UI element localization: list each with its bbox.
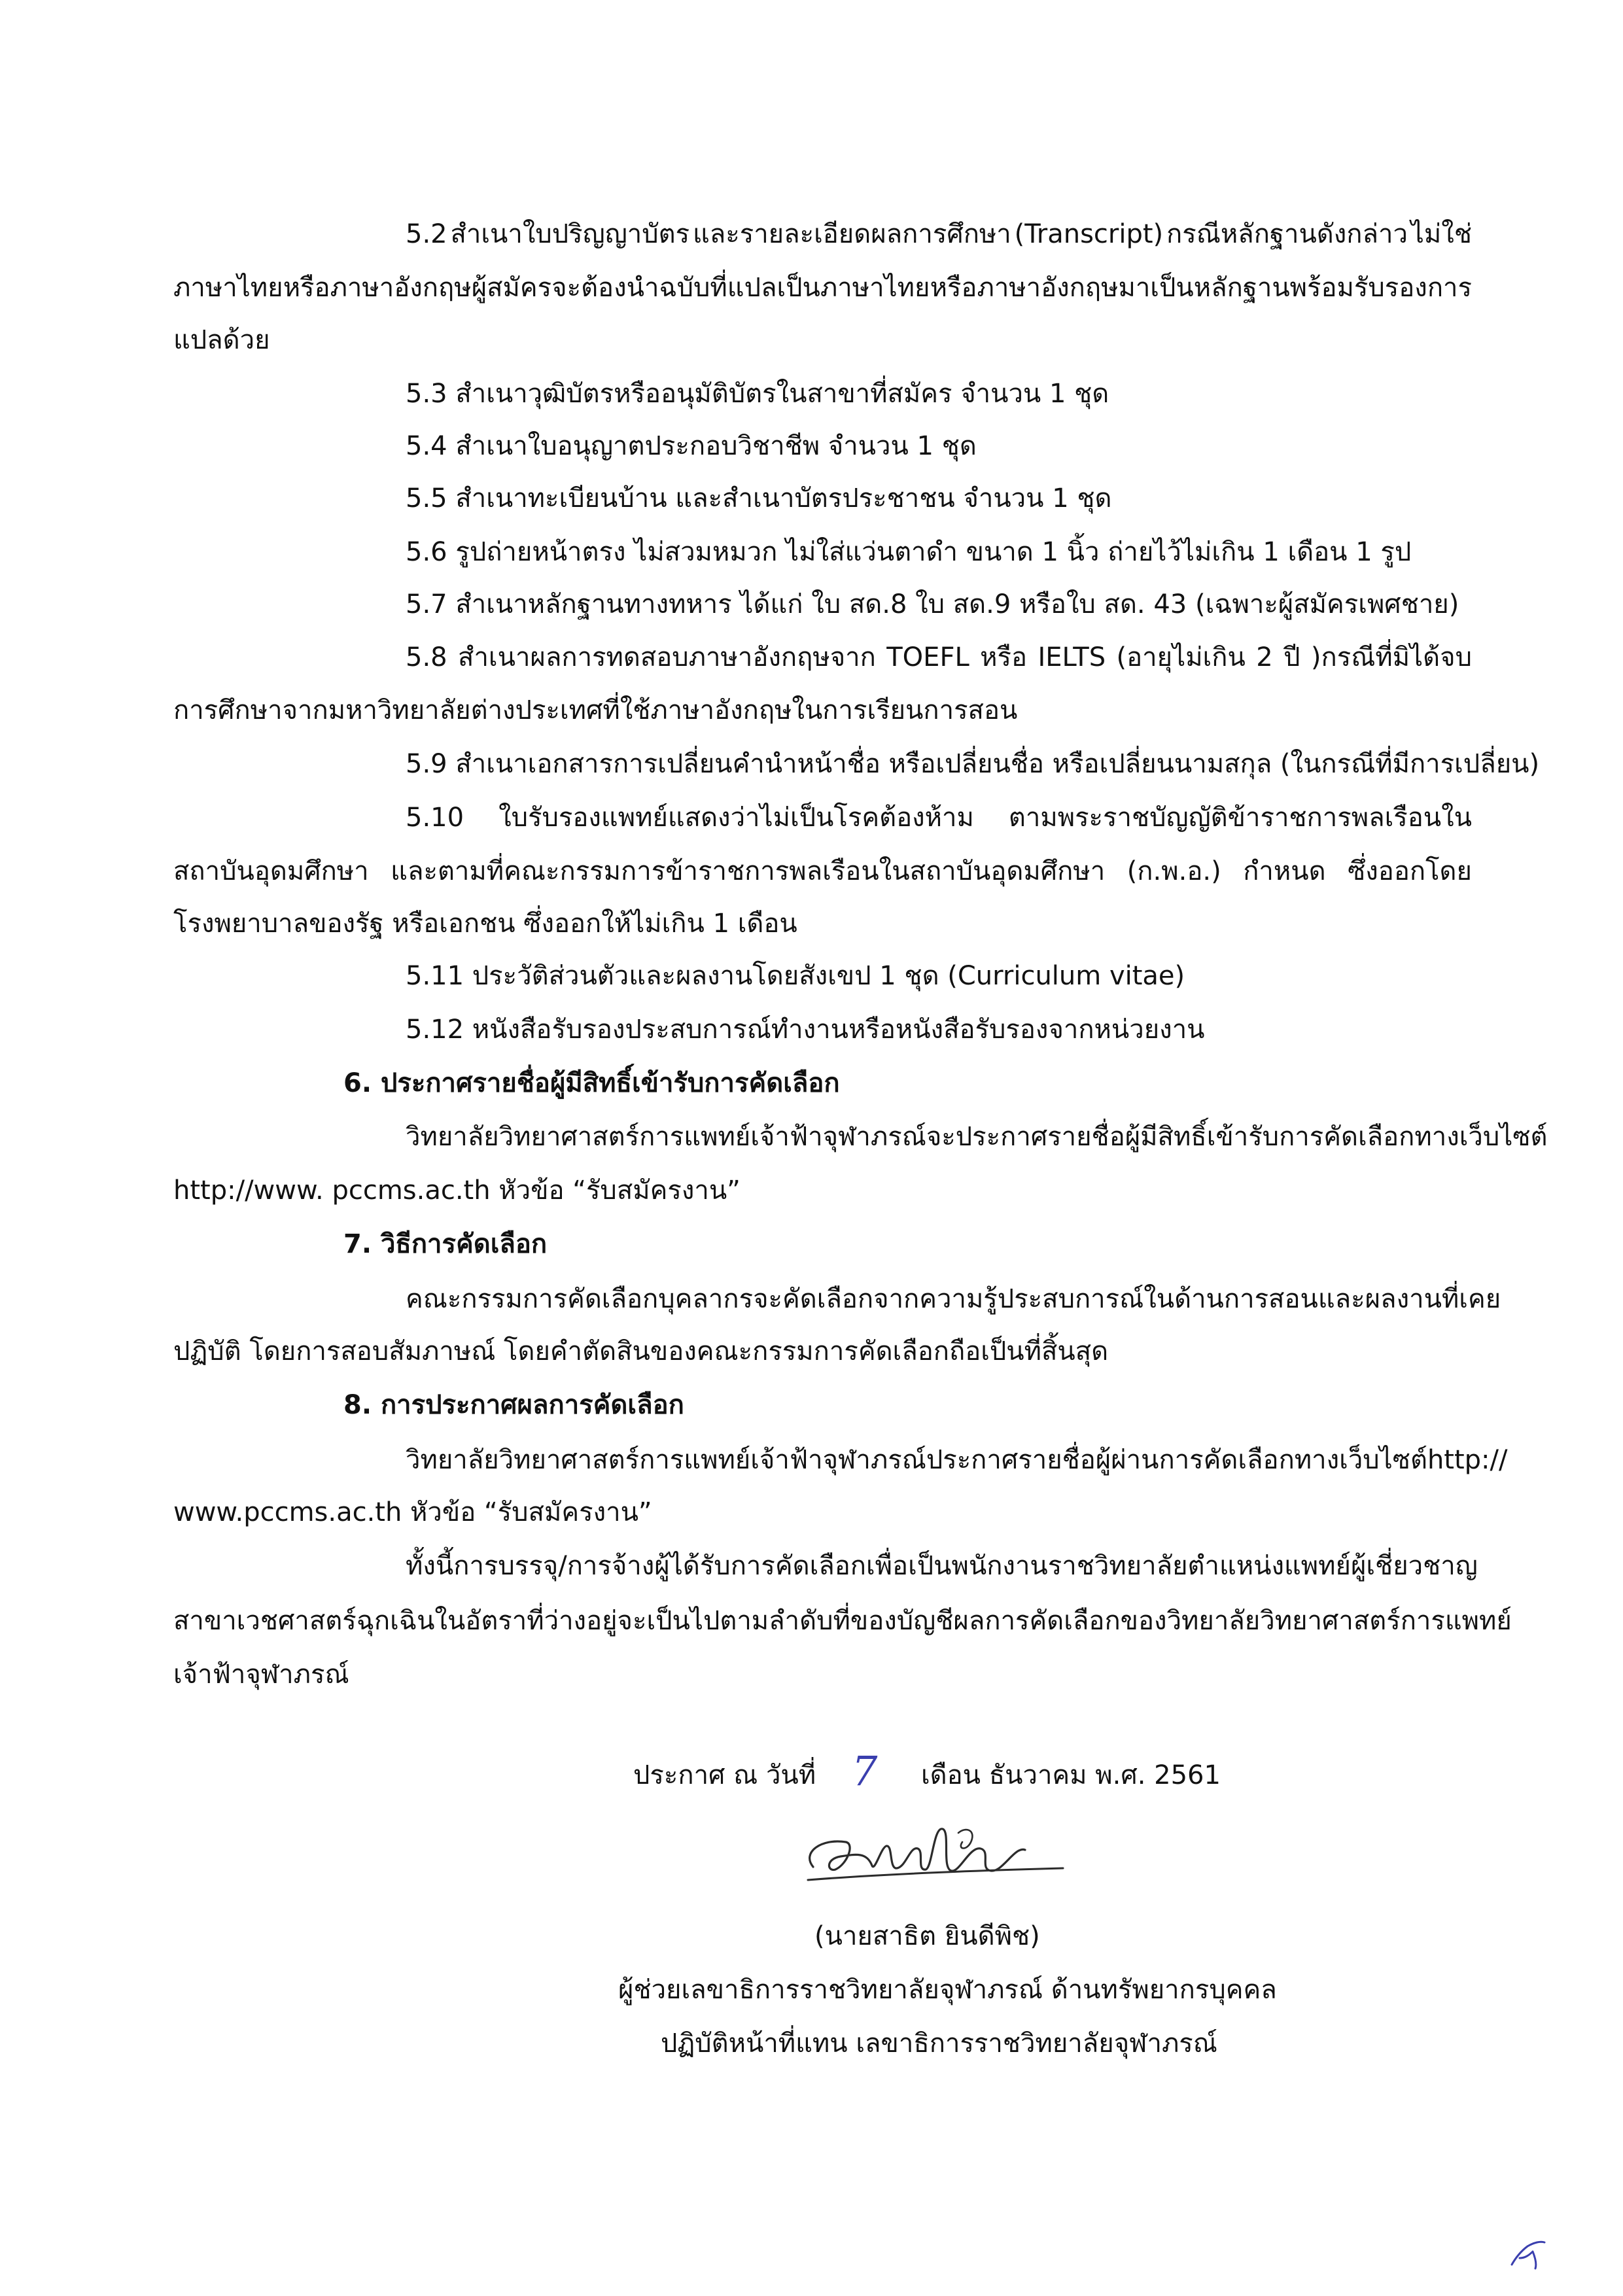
word: หรือ (980, 642, 1028, 672)
section-8-line-1 (406, 1440, 1508, 1480)
announcement-prefix: ประกาศ ณ วันที่ (633, 1760, 816, 1790)
word: ซึ่งออกโดย (1348, 856, 1472, 886)
section-7-line-1 (406, 1279, 1501, 1319)
closing-line-1 (406, 1546, 1478, 1586)
word: หรือภาษาอังกฤษมาเป็นหลักฐานพร้อมรับรองการ (930, 273, 1472, 303)
word: ภาษาไทย (173, 273, 283, 303)
word: กำหนด (1243, 856, 1326, 886)
section-7-heading: 7. วิธีการคัดเลือก (343, 1229, 548, 1259)
item-5-8-line-2: การศึกษาจากมหาวิทยาลัยต่างประเทศที่ใช้ภาษาอังกฤษในการเรียนการสอน (173, 695, 1018, 725)
word: ของบัญชีผลการคัดเลือกของวิทยาลัยวิทยาศาสตร์การแพทย์ (850, 1606, 1512, 1636)
item-5-12: 5.12 หนังสือรับรองประสบการณ์ทำงานหรือหนังสือรับรองจากหน่วยงาน (406, 1015, 1205, 1045)
signatory-title-2: ปฏิบัติหน้าที่แทน เลขาธิการราชวิทยาลัยจุฬาภรณ์ (661, 2028, 1217, 2059)
word: และรายละเอียดผลการศึกษา (692, 219, 1011, 249)
word: จะคัดเลือกจากความรู้ (753, 1284, 998, 1314)
item-5-2-line-1 (406, 215, 1472, 254)
section-8-heading: 8. การประกาศผลการคัดเลือก (343, 1390, 684, 1420)
item-5-5: 5.5 สำเนาทะเบียนบ้าน และสำเนาบัตรประชาชน จำนวน 1 ชุด (406, 483, 1112, 513)
word: สาขาเวชศาสตร์ฉุกเฉิน (173, 1606, 435, 1636)
word: หรือภาษาอังกฤษ (283, 273, 472, 303)
handwritten-initial-mark (1508, 2236, 1547, 2272)
word: วิทยาลัยวิทยาศาสตร์การแพทย์เจ้าฟ้าจุฬาภรณ์ (406, 1122, 926, 1152)
section-6-heading: 6. ประกาศรายชื่อผู้มีสิทธิ์เข้ารับการคัดเลือก (343, 1068, 840, 1098)
word: คณะกรรมการคัดเลือกบุคลากร (406, 1284, 754, 1314)
item-5-2-line-3: แปลด้วย (173, 325, 270, 355)
word: วิทยาลัยวิทยาศาสตร์การแพทย์เจ้าฟ้าจุฬาภรณ์ (406, 1445, 926, 1475)
word: สถาบันอุดมศึกษา (173, 856, 369, 886)
signatory-title-1: ผู้ช่วยเลขาธิการราชวิทยาลัยจุฬาภรณ์ ด้านทรัพยากรบุคคล (618, 1975, 1277, 2005)
word: และตามที่คณะกรรมการข้าราชการพลเรือนในสถาบันอุดมศึกษา (391, 856, 1106, 886)
item-5-3: 5.3 สำเนาวุฒิบัตรหรืออนุมัติบัตรในสาขาที่สมัคร จำนวน 1 ชุด (406, 379, 1109, 409)
signature-image (795, 1807, 1070, 1898)
word: (Transcript) (1014, 219, 1164, 249)
section-8-line-2: www.pccms.ac.th หัวข้อ “รับสมัครงาน” (173, 1497, 652, 1527)
word: ตามพระราชบัญญัติข้าราชการพลเรือนใน (1008, 803, 1472, 833)
word: สำเนาผลการทดสอบภาษาอังกฤษจาก (458, 642, 876, 672)
word: 2 (1256, 642, 1273, 672)
announcement-suffix: เดือน ธันวาคม พ.ศ. 2561 (921, 1760, 1221, 1790)
item-5-7: 5.7 สำเนาหลักฐานทางทหาร ได้แก่ ใบ สด.8 ใบ สด.9 หรือใบ สด. 43 (เฉพาะผู้สมัครเพศชาย) (406, 589, 1459, 619)
item-5-8-line-1 (406, 638, 1472, 677)
word: ประกาศรายชื่อผู้ผ่านการคัดเลือกทางเว็บไซต์ (926, 1445, 1427, 1475)
word: ในอัตราที่ว่างอยู่จะเป็นไปตามลำดับที่ (434, 1606, 850, 1636)
item-5-9: 5.9 สำเนาเอกสารการเปลี่ยนคำนำหน้าชื่อ หรือเปลี่ยนชื่อ หรือเปลี่ยนนามสกุล (ในกรณีที่มีการเปลี่ยน) (406, 749, 1540, 779)
word: จะประกาศรายชื่อผู้มีสิทธิ์เข้ารับการคัดเลือกทางเว็บไซต์ (926, 1122, 1548, 1152)
word: ใบรับรองแพทย์แสดงว่าไม่เป็นโรคต้องห้าม (498, 803, 974, 833)
word: สำเนาใบปริญญาบัตร (450, 219, 690, 249)
word: TOEFL (886, 642, 969, 672)
word: (อายุไม่เกิน (1116, 642, 1246, 672)
word: 5.10 (406, 803, 464, 833)
closing-line-3: เจ้าฟ้าจุฬาภรณ์ (173, 1660, 349, 1690)
word: ไม่ใช่ (1410, 219, 1472, 249)
word: 5.2 (406, 219, 447, 249)
word: ประสบการณ์ในด้านการสอน (997, 1284, 1318, 1314)
item-5-6: 5.6 รูปถ่ายหน้าตรง ไม่สวมหมวก ไม่ใส่แว่นตาดำ ขนาด 1 นิ้ว ถ่ายไว้ไม่เกิน 1 เดือน 1 รูป (406, 537, 1412, 567)
word: 5.8 (406, 642, 447, 672)
word: กรณีหลักฐานดังกล่าว (1166, 219, 1408, 249)
item-5-11: 5.11 ประวัติส่วนตัวและผลงานโดยสังเขป 1 ชุด (Curriculum vitae) (406, 961, 1185, 991)
item-5-10-line-1 (406, 798, 1472, 837)
word: IELTS (1038, 642, 1106, 672)
word: และผลงานที่เคย (1318, 1284, 1501, 1314)
word: ตำแหน่ง (1187, 1551, 1284, 1581)
section-6-line-1 (406, 1117, 1548, 1157)
word: ทั้งนี้ (406, 1551, 454, 1581)
section-7-line-2: ปฏิบัติ โดยการสอบสัมภาษณ์ โดยคำตัดสินของคณะกรรมการคัดเลือกถือเป็นที่สิ้นสุด (173, 1336, 1109, 1366)
section-6-line-2: http://www. pccms.ac.th หัวข้อ “รับสมัครงาน” (173, 1175, 741, 1206)
closing-line-2 (173, 1601, 1512, 1641)
announcement-day-handwritten: 7 (852, 1747, 878, 1795)
word: (ก.พ.อ.) (1126, 856, 1221, 886)
item-5-10-line-2 (173, 852, 1472, 891)
item-5-2-line-2 (173, 268, 1472, 307)
word: http:// (1427, 1445, 1508, 1475)
signatory-name: (นายสาธิต ยินดีพิช) (814, 1921, 1040, 1951)
word: การบรรจุ/การจ้างผู้ได้รับการคัดเลือกเพื่อเป็นพนักงานราชวิทยาลัย (453, 1551, 1188, 1581)
item-5-10-line-3: โรงพยาบาลของรัฐ หรือเอกชน ซึ่งออกให้ไม่เกิน 1 เดือน (173, 909, 797, 939)
word: )กรณีที่มิได้จบ (1310, 642, 1472, 672)
word: ปี (1283, 642, 1300, 672)
item-5-4: 5.4 สำเนาใบอนุญาตประกอบวิชาชีพ จำนวน 1 ชุด (406, 431, 977, 461)
word: แพทย์ผู้เชี่ยวชาญ (1283, 1551, 1478, 1581)
word: ผู้สมัครจะต้องนำฉบับที่แปลเป็นภาษาไทย (471, 273, 930, 303)
